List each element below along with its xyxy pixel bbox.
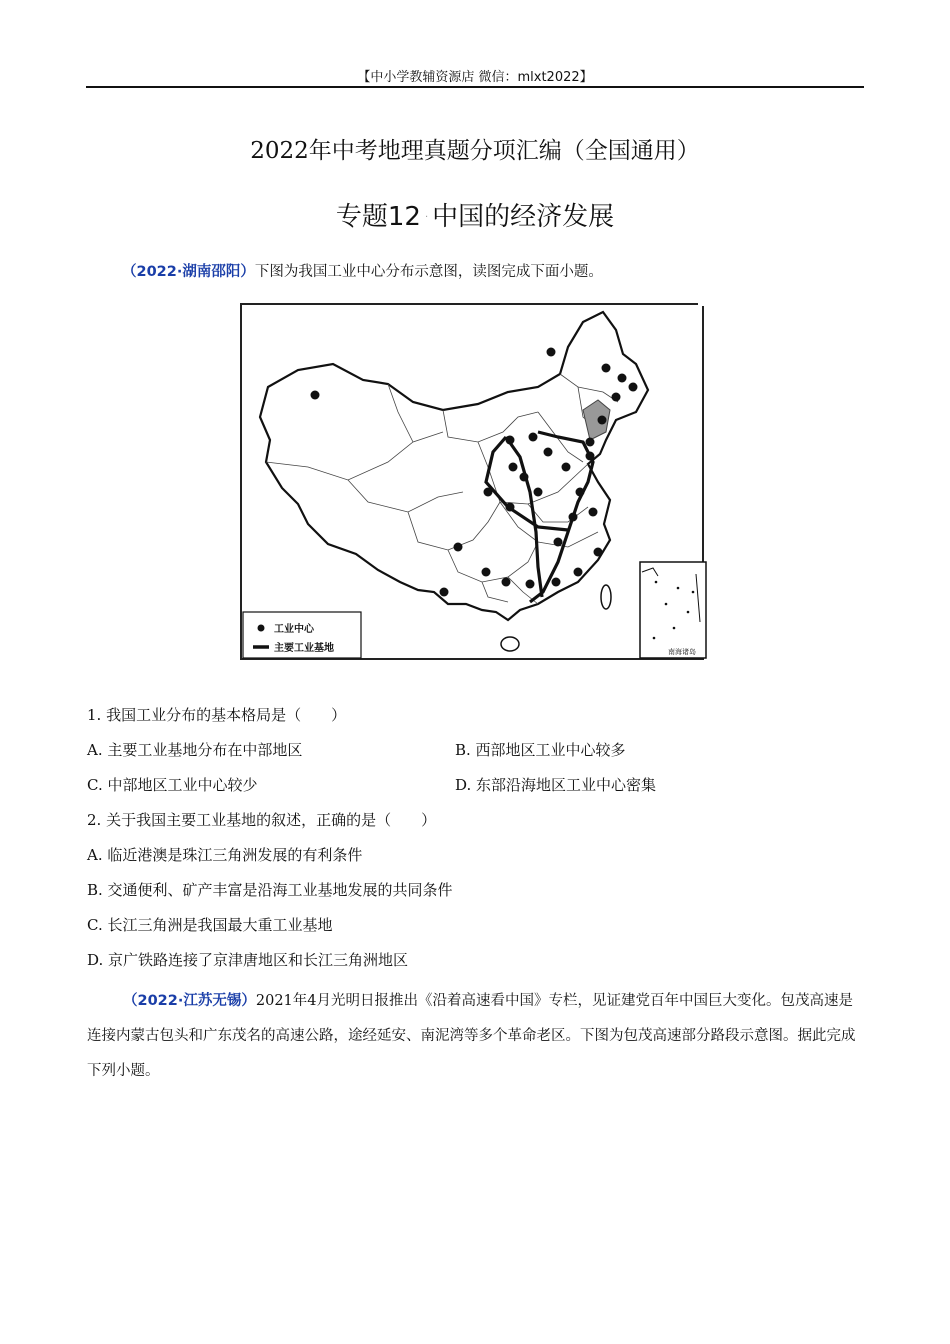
header-rule xyxy=(86,86,864,88)
q1-option-c: C. 中部地区工业中心较少 xyxy=(87,776,258,794)
legend-center-label: 工业中心 xyxy=(274,624,314,635)
section2-text: 2021年4月光明日报推出《沿着高速看中国》专栏，见证建党百年中国巨大变化。包茂高速是连接内蒙古包头和广东茂名的高速公路，途经延安、南泥湾等多个革命老区。下图为包茂高速部分路段示意图。据此完成下列小题。 xyxy=(87,993,856,1079)
q2-option-b: B. 交通便利、矿产丰富是沿海工业基地发展的共同条件 xyxy=(87,881,453,899)
topic-number: 专题12 xyxy=(335,202,421,232)
china-industry-map xyxy=(238,292,708,662)
legend-dot-icon xyxy=(258,625,265,632)
section1-source: （2022·湖南邵阳） xyxy=(122,264,255,280)
page-header: 【中小学教辅资源店 微信：mlxt2022】 xyxy=(357,70,593,85)
topic-name: 中国的经济发展 xyxy=(432,202,615,232)
topic-title xyxy=(0,196,950,233)
section2-intro xyxy=(87,984,862,1089)
q2-option-c: C. 长江三角洲是我国最大重工业基地 xyxy=(87,916,333,934)
q1-option-a: A. 主要工业基地分布在中部地区 xyxy=(87,741,303,759)
q2-option-d: D. 京广铁路连接了京津唐地区和长江三角洲地区 xyxy=(87,951,409,969)
section2-source: （2022·江苏无锡） xyxy=(123,993,256,1009)
q2-option-a: A. 临近港澳是珠江三角洲发展的有利条件 xyxy=(87,846,363,864)
q1-option-d: D. 东部沿海地区工业中心密集 xyxy=(455,776,657,794)
legend-base-label: 主要工业基地 xyxy=(274,643,334,654)
document-title: 2022年中考地理真题分项汇编（全国通用） xyxy=(250,138,700,164)
section1-intro xyxy=(122,260,603,281)
q1-option-b: B. 西部地区工业中心较多 xyxy=(455,741,626,759)
separator-dot: · xyxy=(424,212,429,223)
question-2-stem: 2. 关于我国主要工业基地的叙述，正确的是（ ） xyxy=(87,811,437,829)
section1-text: 下图为我国工业中心分布示意图，读图完成下面小题。 xyxy=(254,264,603,280)
inset-label: 南海诸岛 xyxy=(668,648,696,656)
question-1-stem: 1. 我国工业分布的基本格局是（ ） xyxy=(87,706,347,724)
